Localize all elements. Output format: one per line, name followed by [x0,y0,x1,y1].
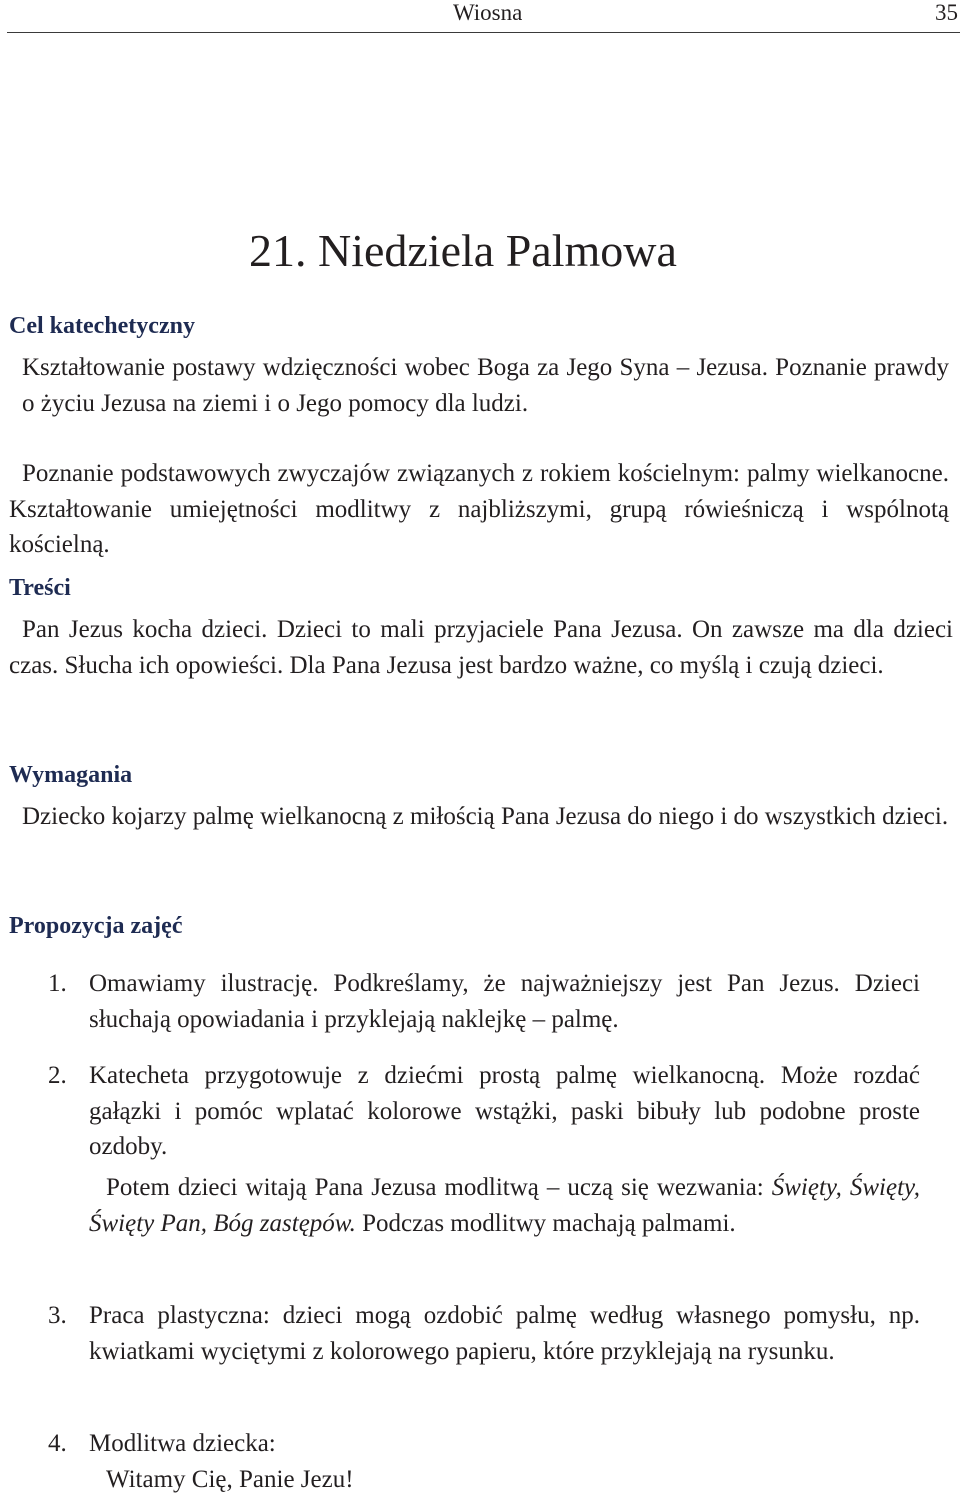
wymagania-text: Dziecko kojarzy palmę wielkanocną z miłością Pana Jezusa do niego i do wszystkich dzieci. [22,803,949,830]
tresci-paragraph [9,612,953,683]
list-item-3-text: Praca plastyczna: dzieci mogą ozdobić palmę według własnego pomysłu, np. kwiatkami wyciętymi z kolorowego papieru, które przyklejają na rysunku. [89,1302,920,1365]
cel-paragraph-2 [9,456,949,563]
list-item-2-text-b: Potem dzieci witają Pana Jezusa modlitwą – uczą się wezwania: [106,1174,764,1201]
heading-tresci: Treści [9,575,71,601]
running-header [7,0,960,33]
cel-paragraph-1 [22,350,949,421]
list-item-2-text: Katecheta przygotowuje z dziećmi prostą palmę wielkanocną. Może rozdać gałązki i pomóc wplatać kolorowe wstążki, paski bibuły lub podobne proste ozdoby. [89,1062,920,1161]
cel-text-1: Kształtowanie postawy wdzięczności wobec Boga za Jego Syna – Jezusa. Poznanie prawdy o życiu Jezusa na ziemi i o Jego pomocy dla ludzi. [22,354,949,417]
list-item-1-text: Omawiamy ilustrację. Podkreślamy, że najważniejszy jest Pan Jezus. Dzieci słuchają opowiadania i przyklejają naklejkę – palmę. [89,970,920,1033]
list-item-3 [89,1298,920,1369]
header-section-title: Wiosna [453,0,523,25]
prayer-line [106,1462,920,1498]
page-number: 35 [935,0,958,25]
list-number-3: 3. [48,1302,67,1329]
list-number-4: 4. [48,1430,67,1457]
heading-propozycja-zajec: Propozycja zajęć [9,913,183,939]
tresci-text: Pan Jezus kocha dzieci. Dzieci to mali przyjaciele Pana Jezusa. On zawsze ma dla dzieci czas. Słucha ich opowieści. Dla Pana Jezusa jest bardzo ważne, co myślą i czują dzieci. [9,616,953,679]
list-item-2-text-b-end: Podczas modlitwy machają palmami. [355,1209,736,1237]
list-number-2: 2. [48,1062,67,1089]
wymagania-paragraph [9,799,953,835]
chapter-title: 21. Niedziela Palmowa [249,225,677,276]
list-item-4 [89,1426,920,1462]
heading-wymagania: Wymagania [9,762,133,788]
list-item-1 [89,966,920,1037]
list-item-2-continuation [89,1170,920,1241]
list-item-4-text: Modlitwa dziecka: [89,1430,276,1457]
prayer-invocation-italic: Święty, Święty, Święty Pan, Bóg zastępów. [89,1174,920,1237]
prayer-text: Witamy Cię, Panie Jezu! [106,1466,354,1493]
heading-cel-katechetyczny: Cel katechetyczny [9,313,195,339]
list-item-2 [89,1058,920,1165]
cel-text-2: Poznanie podstawowych zwyczajów związanych z rokiem kościelnym: palmy wielkanocne. Kształtowanie umiejętności modlitwy z najbliższymi, grupą rówieśniczą i wspólnotą kościelną. [9,460,949,559]
list-number-1: 1. [48,970,67,997]
